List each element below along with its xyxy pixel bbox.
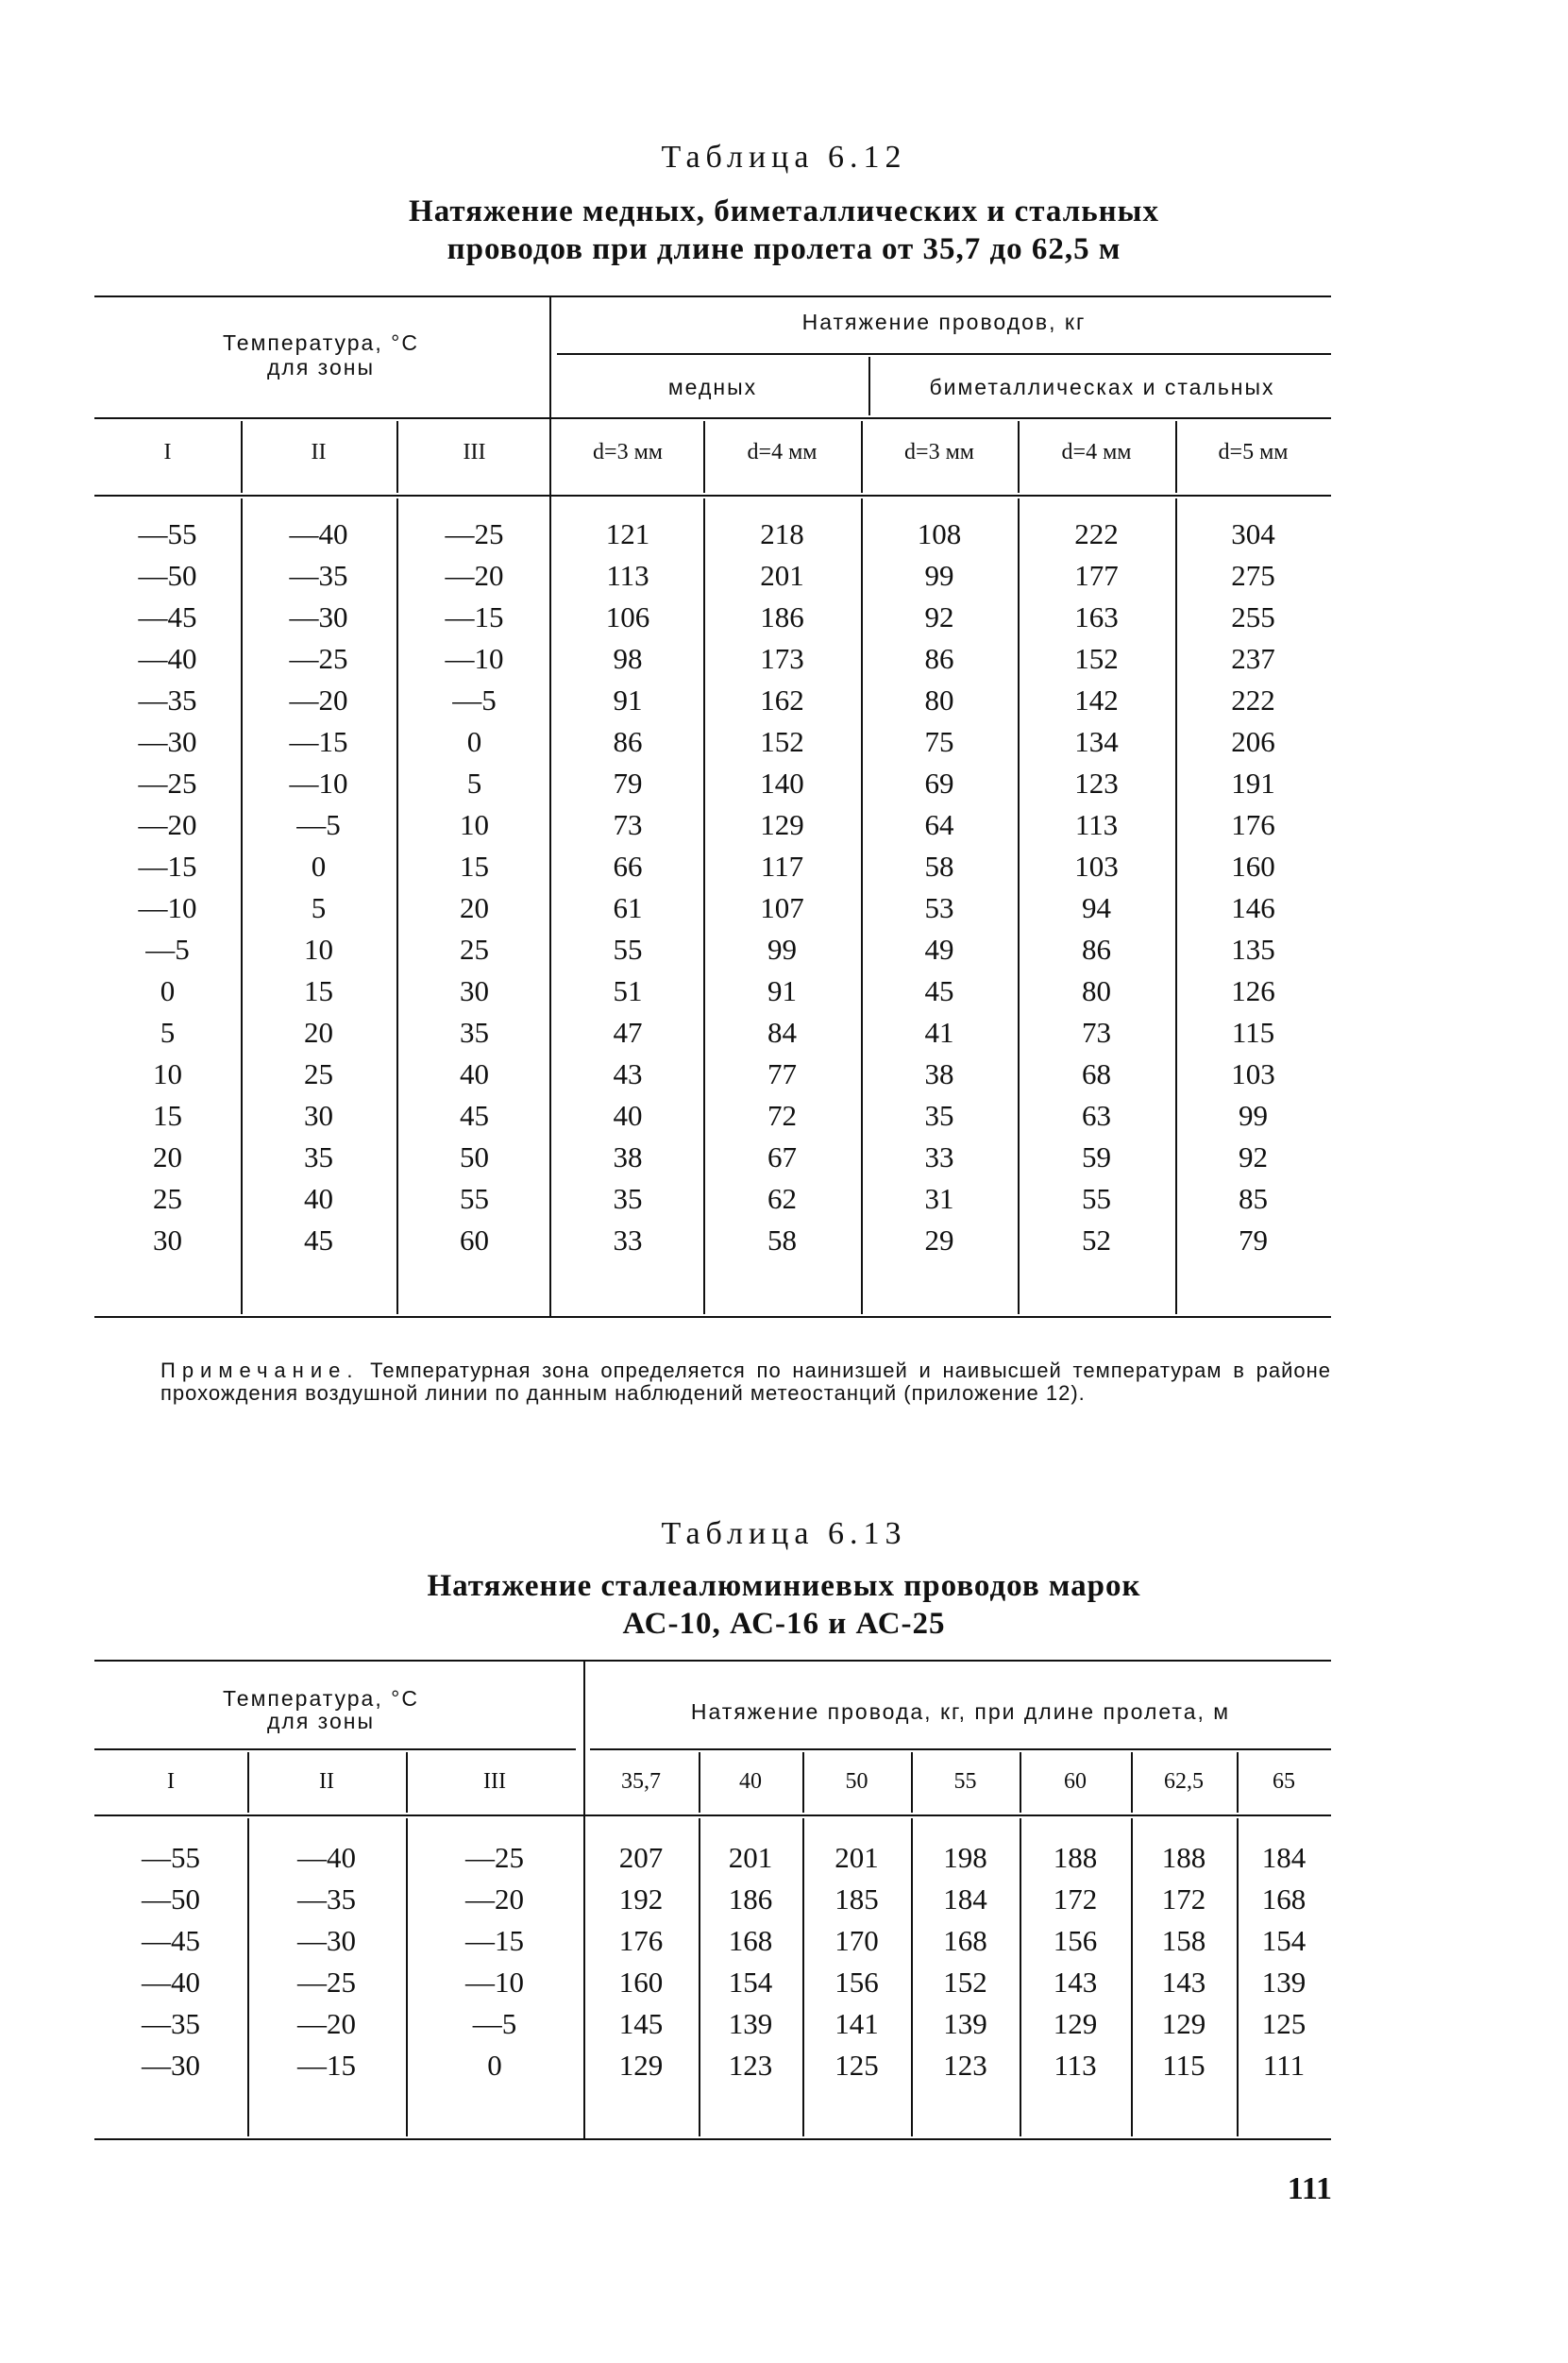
t2-col-header-0: I — [167, 1769, 175, 1794]
t2-cell: 158 — [1161, 1924, 1206, 1957]
t1-cell: 45 — [460, 1099, 489, 1132]
t2-cell: 143 — [1161, 1966, 1206, 1999]
t1-cell: 20 — [460, 891, 489, 924]
t1-cell: 142 — [1074, 684, 1119, 717]
t1-cell: 47 — [613, 1016, 643, 1049]
t1-cell: 5 — [311, 891, 327, 924]
t2-cell: —20 — [297, 2007, 356, 2040]
t1-cell: 99 — [1239, 1099, 1268, 1132]
t1-cell: 108 — [917, 517, 962, 550]
table-6-13-title-line1: Натяжение сталеалюминиевых проводов марок — [427, 1569, 1141, 1603]
t2-cell: —40 — [297, 1841, 356, 1874]
t2-col-header-7: 60 — [1064, 1769, 1087, 1794]
t2-cell: —35 — [142, 2007, 200, 2040]
t1-col-header-6: d=4 мм — [1061, 440, 1132, 464]
table-6-13-title-line2: АС-10, АС-16 и АС-25 — [622, 1607, 946, 1641]
t2-cell: —25 — [297, 1966, 356, 1999]
t1-cell: 25 — [153, 1182, 182, 1215]
t1-cell: —5 — [296, 808, 341, 841]
t1-cell: 218 — [760, 517, 804, 550]
t1-cell: 35 — [613, 1182, 643, 1215]
table-6-12-title-line1: Натяжение медных, биметаллических и стальных — [409, 194, 1159, 228]
table-6-12-caption: Таблица 6.12 — [661, 140, 907, 175]
t2-cell: 198 — [943, 1841, 987, 1874]
t1-cell: 275 — [1231, 559, 1275, 592]
t2-cell: 168 — [728, 1924, 773, 1957]
t2-cell: 145 — [618, 2007, 664, 2040]
t1-group-bimetal: биметаллическах и стальных — [929, 375, 1275, 399]
t1-cell: —25 — [138, 767, 197, 800]
t1-cell: 163 — [1074, 600, 1119, 633]
t2-col-header-6: 55 — [953, 1769, 977, 1794]
t2-cell: 154 — [1261, 1924, 1307, 1957]
t1-temp-header-line1: Температура, °С — [223, 330, 419, 355]
t1-cell: 25 — [460, 933, 489, 966]
t1-cell: 38 — [924, 1057, 954, 1090]
t1-cell: 85 — [1239, 1182, 1268, 1215]
t1-cell: 304 — [1231, 517, 1275, 550]
t1-cell: —20 — [138, 808, 197, 841]
t1-cell: 53 — [924, 891, 954, 924]
t1-cell: 146 — [1231, 891, 1275, 924]
t1-cell: 63 — [1082, 1099, 1111, 1132]
t1-cell: 49 — [924, 933, 954, 966]
t1-cell: —55 — [138, 517, 197, 550]
t1-cell: 106 — [605, 600, 650, 633]
t1-cell: 62 — [767, 1182, 797, 1215]
t1-cell: 15 — [153, 1099, 182, 1132]
t1-cell: —20 — [289, 684, 348, 717]
t1-cell: 160 — [1231, 850, 1275, 883]
t1-cell: 86 — [924, 642, 954, 675]
t2-col-header-4: 40 — [739, 1769, 762, 1794]
t1-cell: 79 — [1239, 1224, 1268, 1257]
t1-cell: —5 — [452, 684, 497, 717]
t1-cell: 31 — [924, 1182, 954, 1215]
t1-cell: 237 — [1231, 642, 1275, 675]
t2-cell: 156 — [1053, 1924, 1098, 1957]
t2-cell: 129 — [1053, 2007, 1098, 2040]
t1-cell: —25 — [445, 517, 504, 550]
t2-cell: 188 — [1053, 1841, 1098, 1874]
t1-cell: 10 — [153, 1057, 182, 1090]
t1-cell: 30 — [460, 974, 489, 1007]
t1-cell: 30 — [304, 1099, 333, 1132]
t1-cell: 222 — [1231, 684, 1275, 717]
t1-col-header-7: d=5 мм — [1218, 440, 1289, 464]
t1-cell: 99 — [767, 933, 797, 966]
t1-cell: 5 — [160, 1016, 176, 1049]
t1-cell: 206 — [1231, 725, 1275, 758]
t1-cell: 113 — [606, 559, 649, 592]
t1-cell: 10 — [304, 933, 333, 966]
t1-cell: 33 — [924, 1140, 954, 1173]
t1-cell: 40 — [460, 1057, 489, 1090]
t1-cell: 177 — [1074, 559, 1119, 592]
t1-cell: 92 — [924, 600, 954, 633]
t1-cell: —30 — [289, 600, 348, 633]
t1-cell: 45 — [304, 1224, 333, 1257]
t1-cell: —30 — [138, 725, 197, 758]
t1-cell: 15 — [460, 850, 489, 883]
t1-temp-header-line2: для зоны — [267, 355, 375, 380]
t1-cell: —35 — [289, 559, 348, 592]
t1-cell: —5 — [145, 933, 190, 966]
t1-cell: 5 — [466, 767, 482, 800]
t2-cell: 139 — [728, 2007, 773, 2040]
t1-cell: 29 — [924, 1224, 954, 1257]
t1-cell: 58 — [924, 850, 954, 883]
t1-cell: 77 — [767, 1057, 797, 1090]
t1-cell: 86 — [1082, 933, 1111, 966]
t2-cell: —15 — [297, 2049, 356, 2082]
t2-cell: —20 — [465, 1882, 524, 1916]
t2-cell: 125 — [835, 2049, 879, 2082]
t2-cell: 201 — [835, 1841, 879, 1874]
t1-cell: 40 — [304, 1182, 333, 1215]
t1-cell: 58 — [767, 1224, 797, 1257]
t2-cell: 168 — [1261, 1882, 1307, 1916]
t2-cell: 129 — [618, 2049, 664, 2082]
t1-cell: 121 — [605, 517, 650, 550]
t1-cell: 59 — [1082, 1140, 1111, 1173]
t2-col-header-8: 62,5 — [1164, 1769, 1204, 1794]
t1-cell: 61 — [613, 891, 643, 924]
t1-cell: 129 — [760, 808, 804, 841]
t1-cell: 86 — [613, 725, 643, 758]
t1-cell: 99 — [924, 559, 954, 592]
t2-cell: 139 — [1261, 1966, 1307, 1999]
t1-cell: 73 — [613, 808, 643, 841]
t1-cell: 103 — [1231, 1057, 1275, 1090]
t1-cell: 186 — [760, 600, 804, 633]
t1-cell: 20 — [153, 1140, 182, 1173]
t1-cell: 40 — [613, 1099, 643, 1132]
t2-cell: 201 — [728, 1841, 773, 1874]
t1-cell: 79 — [613, 767, 643, 800]
t2-cell: —30 — [297, 1924, 356, 1957]
t1-cell: 191 — [1231, 767, 1275, 800]
table-6-13-caption: Таблица 6.13 — [661, 1516, 907, 1551]
t1-cell: —25 — [289, 642, 348, 675]
t2-cell: 168 — [943, 1924, 987, 1957]
t1-cell: —50 — [138, 559, 197, 592]
t2-col-header-3: 35,7 — [621, 1769, 661, 1794]
t1-cell: 103 — [1074, 850, 1119, 883]
t1-cell: 140 — [760, 767, 804, 800]
page-number: 111 — [1287, 2171, 1332, 2206]
t2-col-header-1: II — [319, 1769, 334, 1794]
t1-cell: 115 — [1231, 1016, 1275, 1049]
t2-cell: 176 — [618, 1924, 664, 1957]
t1-col-header-0: I — [163, 440, 172, 464]
t1-cell: 69 — [924, 767, 954, 800]
t1-col-header-4: d=4 мм — [747, 440, 818, 464]
t1-cell: 25 — [304, 1057, 333, 1090]
t1-cell: 43 — [613, 1057, 643, 1090]
t1-col-header-1: II — [311, 440, 327, 464]
t1-cell: 55 — [613, 933, 643, 966]
t1-cell: 33 — [613, 1224, 643, 1257]
t1-cell: —40 — [289, 517, 348, 550]
t1-cell: 152 — [1074, 642, 1119, 675]
t2-cell: 129 — [1161, 2007, 1206, 2040]
t1-cell: 30 — [153, 1224, 182, 1257]
t1-cell: 173 — [760, 642, 804, 675]
t1-cell: —10 — [289, 767, 348, 800]
t2-cell: 125 — [1261, 2007, 1307, 2040]
note-text: Температурная зона определяется по наинизшей и наивысшей температурам в районе прохождения воздушной линии по данным наблюдений метеостанций (приложение 12). — [160, 1359, 1331, 1405]
t1-cell: —20 — [445, 559, 504, 592]
t2-cell: 184 — [1261, 1841, 1307, 1874]
t1-cell: 91 — [613, 684, 643, 717]
t1-cell: 126 — [1231, 974, 1275, 1007]
t2-cell: —40 — [142, 1966, 200, 1999]
t1-cell: —10 — [138, 891, 197, 924]
t1-cell: 75 — [924, 725, 954, 758]
t1-cell: 64 — [924, 808, 954, 841]
t1-col-header-5: d=3 мм — [904, 440, 974, 464]
t1-cell: 201 — [760, 559, 804, 592]
t1-cell: 176 — [1231, 808, 1275, 841]
t1-cell: 0 — [160, 974, 176, 1007]
t1-cell: 55 — [1082, 1182, 1111, 1215]
t1-cell: 134 — [1074, 725, 1119, 758]
t2-cell: —30 — [142, 2049, 200, 2082]
t2-cell: —50 — [142, 1882, 200, 1916]
t2-cell: 115 — [1162, 2049, 1206, 2082]
t2-cell: 139 — [943, 2007, 987, 2040]
t1-cell: 255 — [1231, 600, 1275, 633]
t1-cell: —15 — [138, 850, 197, 883]
t1-cell: 94 — [1082, 891, 1111, 924]
t2-col-header-9: 65 — [1273, 1769, 1295, 1794]
t1-cell: 80 — [1082, 974, 1111, 1007]
t2-cell: 123 — [728, 2049, 773, 2082]
t2-cell: —45 — [142, 1924, 200, 1957]
note-lead: Примечание. — [160, 1359, 360, 1382]
t1-cell: 113 — [1074, 808, 1119, 841]
t1-cell: 60 — [460, 1224, 489, 1257]
t1-cell: —10 — [445, 642, 504, 675]
t2-cell: 185 — [835, 1882, 879, 1916]
t1-cell: 52 — [1082, 1224, 1111, 1257]
t1-cell: 98 — [613, 642, 643, 675]
t2-cell: —25 — [465, 1841, 524, 1874]
t1-cell: 35 — [304, 1140, 333, 1173]
t2-cell: —10 — [465, 1966, 524, 1999]
t1-cell: 67 — [767, 1140, 797, 1173]
t1-cell: 92 — [1239, 1140, 1268, 1173]
t1-cell: 117 — [760, 850, 804, 883]
t1-cell: 135 — [1231, 933, 1275, 966]
t2-cell: 154 — [728, 1966, 773, 1999]
t2-tension-header: Натяжение провода, кг, при длине пролета, м — [690, 1699, 1231, 1724]
t1-cell: 152 — [760, 725, 804, 758]
t2-cell: 160 — [618, 1966, 664, 1999]
t2-cell: —55 — [142, 1841, 200, 1874]
t2-cell: 113 — [1054, 2049, 1097, 2082]
t2-cell: 170 — [835, 1924, 879, 1957]
t2-col-header-5: 50 — [845, 1769, 868, 1794]
t2-cell: 188 — [1161, 1841, 1206, 1874]
t1-cell: 10 — [460, 808, 489, 841]
t2-cell: 0 — [487, 2049, 502, 2082]
t1-cell: —45 — [138, 600, 197, 633]
t2-temp-header-line2: для зоны — [267, 1709, 375, 1733]
table-6-12-title-line2: проводов при длине пролета от 35,7 до 62,5 м — [447, 232, 1121, 266]
t1-cell: 91 — [767, 974, 797, 1007]
t1-cell: —15 — [445, 600, 504, 633]
t2-cell: 186 — [728, 1882, 773, 1916]
t2-cell: 184 — [943, 1882, 987, 1916]
t1-cell: 45 — [924, 974, 954, 1007]
t1-group-copper: медных — [667, 375, 758, 399]
t2-cell: 141 — [835, 2007, 879, 2040]
t1-cell: 55 — [460, 1182, 489, 1215]
t2-cell: 156 — [835, 1966, 879, 1999]
t2-cell: 192 — [618, 1882, 664, 1916]
t1-cell: 66 — [613, 850, 643, 883]
t1-cell: —35 — [138, 684, 197, 717]
t1-cell: 41 — [924, 1016, 954, 1049]
t1-cell: 15 — [304, 974, 333, 1007]
t2-cell: 143 — [1053, 1966, 1098, 1999]
table-note — [160, 1359, 1331, 1405]
t1-cell: —40 — [138, 642, 197, 675]
t1-cell: 162 — [760, 684, 804, 717]
t1-cell: 35 — [460, 1016, 489, 1049]
t2-cell: 172 — [1161, 1882, 1206, 1916]
t1-cell: 222 — [1074, 517, 1119, 550]
t1-cell: —15 — [289, 725, 348, 758]
t2-cell: 123 — [943, 2049, 987, 2082]
t1-cell: 51 — [613, 974, 643, 1007]
t1-cell: 123 — [1074, 767, 1119, 800]
t2-cell: 111 — [1262, 2049, 1306, 2082]
t2-cell: 207 — [618, 1841, 664, 1874]
t1-cell: 107 — [760, 891, 804, 924]
t2-cell: —35 — [297, 1882, 356, 1916]
t1-cell: 38 — [613, 1140, 643, 1173]
t2-temp-header-line1: Температура, °С — [223, 1686, 419, 1711]
t1-cell: 80 — [924, 684, 954, 717]
t2-cell: 172 — [1053, 1882, 1098, 1916]
t2-cell: —15 — [465, 1924, 524, 1957]
t1-cell: 84 — [767, 1016, 797, 1049]
t1-cell: 73 — [1082, 1016, 1111, 1049]
t2-cell: —5 — [472, 2007, 517, 2040]
t1-tension-header: Натяжение проводов, кг — [801, 310, 1087, 334]
t1-cell: 35 — [924, 1099, 954, 1132]
t1-cell: 50 — [460, 1140, 489, 1173]
t2-cell: 152 — [943, 1966, 987, 1999]
t1-cell: 0 — [311, 850, 327, 883]
t1-cell: 20 — [304, 1016, 333, 1049]
t1-cell: 0 — [466, 725, 482, 758]
t1-cell: 72 — [767, 1099, 797, 1132]
t2-col-header-2: III — [483, 1769, 506, 1794]
t1-col-header-3: d=3 мм — [593, 440, 663, 464]
t1-col-header-2: III — [463, 440, 486, 464]
t1-cell: 68 — [1082, 1057, 1111, 1090]
